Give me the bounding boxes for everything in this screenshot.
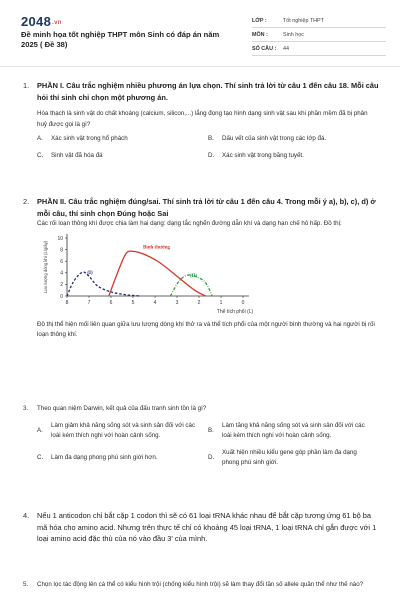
question-3: 3. Theo quan niệm Darwin, kết quả của đấu tranh sinh tồn là gì? A. Làm giảm khả năng sống sót và sinh sản đối với các loài kém thích nghi với hoàn cảnh sống. B. Làm tăng khả năng sống sót và sinh sản đối với các loài kém thích nghi với hoàn cảnh sống. C. Làm đa dạng phong phú sinh giới hơn. D. Xuất hiện nhiều kiểu gene góp phần làm đa dạng phong phú sinh giới. — [23, 404, 379, 475]
x-tick-label: 4 — [153, 299, 157, 306]
x-tick-label: 8 — [65, 299, 69, 306]
y-tick-label: 2 — [60, 281, 63, 288]
option-b[interactable]: B. Làm tăng khả năng sống sót và sinh sản đối với các loài kém thích nghi với hoàn cảnh sống. — [208, 421, 365, 439]
question-5-stem: Chọn lọc tác động lên cá thể có kiểu hình trội (chống kiểu hình trội) sẽ làm thay đổi tần số allele quần thể như thế nào? — [37, 581, 364, 588]
x-tick-label: 2 — [197, 299, 201, 306]
series-label-2: (II) — [190, 273, 198, 279]
question-3-stem: Theo quan niệm Darwin, kết quả của đấu tranh sinh tồn là gì? — [37, 405, 207, 412]
option-d[interactable]: D. Xuất hiện nhiều kiểu gene góp phần làm đa dạng phong phú sinh giới. — [208, 448, 357, 466]
y-axis-label: Lưu lượng dòng khí (L/giây) — [43, 240, 48, 293]
question-2: 2. PHẦN II. Câu trắc nghiệm đúng/sai. Thí sinh trả lời từ câu 1 đến câu 4. Trong mỗi ý a), b), c), d) ở mỗi câu, thí sinh chọn Đúng hoặc Sai Các rối loạn thông khí được chia làm hai dạng: dạng tắc nghẽn đường dẫn khí và dạng hạn chế hô hấp. Đồ thị: 8 7 6 5 4 3 2 1 0 0 2 4 6 8 10 Lưu lượng dòng khí (L/giây) Thể tích phổi (L) Bình thường (I) (II) Đồ thị thể hiện mối liên quan giữa lưu lượng dòng khí thở ra và thể tích phổi của một người bình thường và hai người bị rối loạn thông khí. — [23, 196, 379, 341]
option-c[interactable]: C. Làm đa dạng phong phú sinh giới hơn. — [37, 453, 158, 461]
question-5: 5. Chọn lọc tác động lên cá thể có kiểu hình trội (chống kiểu hình trội) sẽ làm thay đổi tần số allele quần thể như thế nào? — [23, 580, 379, 591]
meta-class-row: LỚP : Tốt nghiệp THPT — [252, 14, 386, 28]
option-d[interactable]: D. Xác sinh vật trong băng tuyết. — [208, 151, 304, 159]
question-1: 1. PHẦN I. Câu trắc nghiệm nhiều phương án lựa chọn. Thí sinh trả lời từ câu 1 đến câu 18. Mỗi câu hỏi thí sinh chỉ chọn một phương án. Hóa thạch là sinh vật do chất khoáng (calcium, silicon,...) lắng đọng tạo hình dạng sinh vật sau khi phần mềm đã bị phân huỷ được gọi là gì? A. Xác sinh vật trong hổ phách B. Dấu vết của sinh vật trong các lớp đá. C. Sinh vật đã hóa đá D. Xác sinh vật trong băng tuyết. — [23, 80, 379, 167]
meta-count-row: SỐ CÂU : 44 — [252, 42, 386, 56]
meta-subject-row: MÔN : Sinh học — [252, 28, 386, 42]
option-b[interactable]: B. Dấu vết của sinh vật trong các lớp đá. — [208, 135, 327, 142]
option-a[interactable]: A. Làm giảm khả năng sống sót và sinh sản đối với các loài kém thích nghi với hoàn cảnh sống. — [37, 421, 196, 439]
series-label-0: Bình thường — [143, 244, 171, 250]
x-tick-label: 3 — [175, 299, 179, 306]
chart-caption: Đồ thị thể hiện mối liên quan giữa lưu lượng dòng khí thở ra và thể tích phổi của một người bình thường và hai người bị rối loạn thông khí. — [37, 320, 375, 338]
x-tick-label: 6 — [109, 299, 113, 306]
site-logo[interactable]: 2048.vn — [21, 14, 62, 29]
flow-volume-chart-svg — [37, 232, 257, 316]
question-4-stem: Nếu 1 anticodon chỉ bắt cặp 1 codon thì sẽ có 61 loại tRNA khác nhau để bắt cặp tương ứng 61 bộ ba mã hóa cho amino acid. Nhưng trên thực tế chỉ có khoảng 45 loại tRNA, 1 loại tRNA chỉ gắn được với 1 loại amino acid đặc thù của nó vào đầu 3' của mình. — [37, 511, 377, 543]
y-tick-label: 6 — [60, 258, 63, 265]
series-line-1 — [67, 272, 140, 296]
section-1-heading: PHẦN I. Câu trắc nghiệm nhiều phương án lựa chọn. Thí sinh trả lời từ câu 1 đến câu 18. Mỗi câu hỏi thí sinh chỉ chọn một phương án. — [37, 81, 379, 102]
x-axis-label: Thể tích phổi (L) — [216, 308, 254, 315]
header-divider — [0, 66, 400, 67]
flow-volume-chart — [37, 232, 257, 316]
exam-meta — [252, 14, 386, 56]
section-2-heading: PHẦN II. Câu trắc nghiệm đúng/sai. Thí sinh trả lời từ câu 1 đến câu 4. Trong mỗi ý a), b), c), d) ở mỗi câu, thí sinh chọn Đúng hoặc Sai — [37, 197, 376, 218]
option-a[interactable]: A. Xác sinh vật trong hổ phách — [37, 135, 128, 142]
question-2-intro: Các rối loạn thông khí được chia làm hai dạng: dạng tắc nghẽn đường dẫn khí và dạng hạn chế hô hấp. Đồ thị: — [37, 220, 342, 227]
x-tick-label: 1 — [219, 299, 223, 306]
document-header — [0, 0, 400, 62]
x-tick-label: 7 — [87, 299, 91, 306]
question-1-stem: Hóa thạch là sinh vật do chất khoáng (calcium, silicon,...) lắng đọng tạo hình dạng sinh vật sau khi phần mềm đã bị phân huỷ được gọi là gì? — [37, 110, 368, 128]
x-tick-label: 5 — [131, 299, 135, 306]
series-label-1: (I) — [87, 270, 93, 276]
y-tick-label: 4 — [60, 270, 63, 277]
y-tick-label: 0 — [60, 293, 63, 300]
question-1-options — [37, 134, 379, 167]
x-tick-label: 0 — [241, 299, 245, 306]
question-4: 4. Nếu 1 anticodon chỉ bắt cặp 1 codon thì sẽ có 61 loại tRNA khác nhau để bắt cặp tương ứng 61 bộ ba mã hóa cho amino acid. Nhưng trên thực tế chỉ có khoảng 45 loại tRNA, 1 loại tRNA chỉ gắn được với 1 loại amino acid đặc thù của nó vào đầu 3' của mình. — [23, 510, 379, 545]
y-tick-label: 8 — [60, 246, 63, 253]
document-title: Đề minh họa tốt nghiệp THPT môn Sinh có đáp án năm 2025 ( Đề 38) — [21, 30, 220, 49]
option-c[interactable]: C. Sinh vật đã hóa đá — [37, 151, 103, 159]
question-3-options — [37, 421, 379, 475]
y-tick-label: 10 — [57, 235, 63, 242]
